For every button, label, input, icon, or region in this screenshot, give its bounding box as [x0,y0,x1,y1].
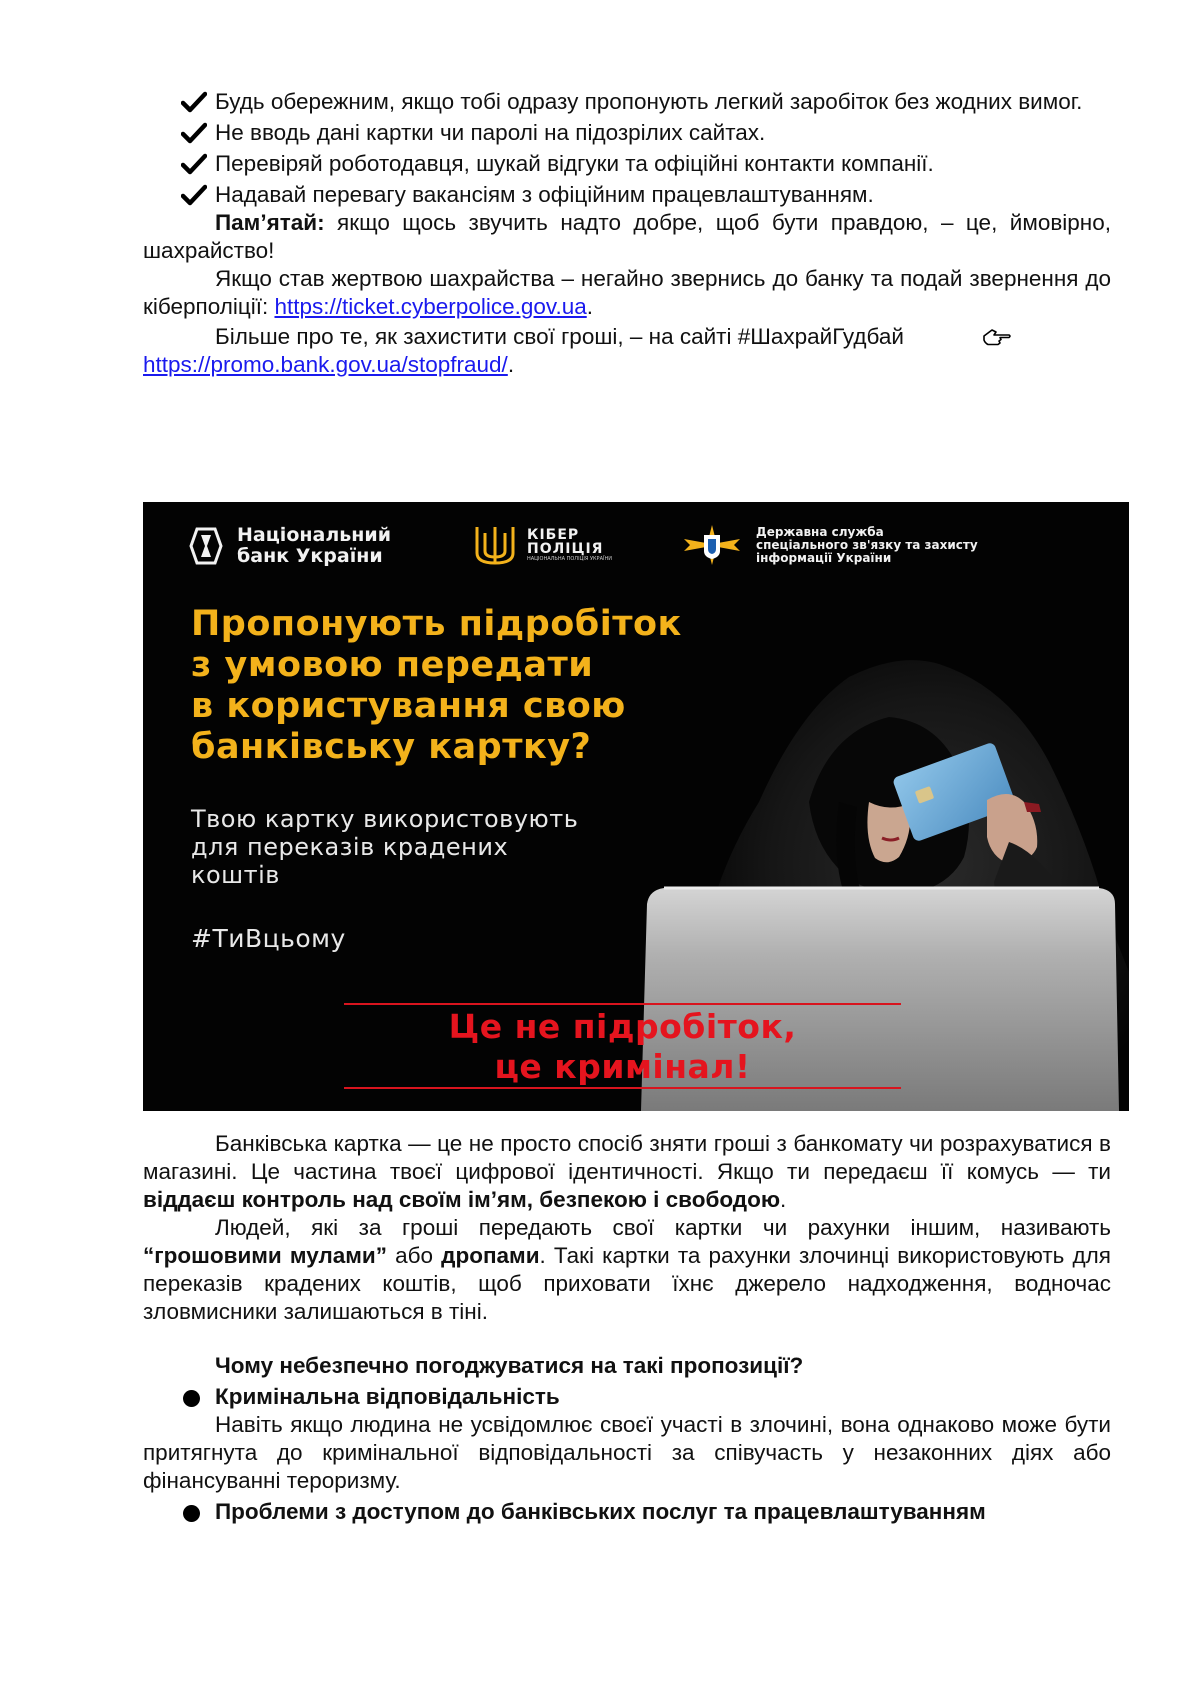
trident-icon [471,523,519,567]
banner-crime-warning: Це не підробіток, це кримінал! [344,1003,901,1089]
banner-subtext: Твою картку використовують для переказів крадених коштів [191,805,579,889]
tip-item: Надавай перевагу вакансіям з офіційним працевлаштуванням. [143,181,1111,209]
nbu-emblem-icon [189,527,223,565]
checkmark-icon [181,181,207,209]
mules-paragraph: Людей, які за гроші передають свої картки чи рахунки іншим, називають “грошовими мулами” або дропами. Такі картки та рахунки злочинці використовують для переказів крадених коштів, щоб приховати їхнє джерело надходження, водночас зловмисники залишаються в тіні. [143,1215,1111,1324]
tips-section [143,88,1111,379]
divider [344,1003,901,1005]
remember-paragraph: Пам’ятай: якщо щось звучить надто добре, щоб бути правдою, – це, ймовірно, шахрайство! [143,210,1111,263]
nbu-logo: Національний банк України [189,525,391,567]
explanation-section [143,1130,1111,1526]
banner-headline: Пропонують підробіток з умовою передати в користування свою банківську картку? [191,604,682,767]
campaign-banner [143,502,1129,1111]
checkmark-icon [181,150,207,178]
checkmark-icon [181,88,207,116]
tip-item: Перевіряй роботодавця, шукай відгуки та офіційні контакти компанії. [143,150,1111,178]
partner-logos [143,522,1129,582]
bullet-item: Кримінальна відповідальність [143,1383,1111,1411]
checkmark-icon [181,119,207,147]
dsszzi-emblem-icon [684,525,740,565]
bullet-item: Проблеми з доступом до банківських послуг та працевлаштуванням [143,1498,1111,1526]
divider [344,1087,901,1089]
tip-item: Будь обережним, якщо тобі одразу пропонують легкий заробіток без жодних вимог. [143,88,1111,116]
victim-paragraph: Якщо став жертвою шахрайства – негайно звернись до банку та подай звернення до кіберполіції: https://ticket.cyberpolice.gov.ua. [143,266,1111,319]
bullet-icon [183,1390,200,1407]
bullet-description: Навіть якщо людина не усвідомлює своєї участі в злочині, вона однаково може бути притягнута до кримінальної відповідальності за співучасть у незаконних діях або фінансуванні тероризму. [143,1412,1111,1493]
stopfraud-link[interactable]: https://promo.bank.gov.ua/stopfraud/ [143,352,508,377]
banner-hashtag: #ТиВцьому [191,924,346,953]
dsszzi-logo: Державна служба спеціального зв'язку та захисту інформації України [684,525,978,565]
cyberpolice-link[interactable]: https://ticket.cyberpolice.gov.ua [274,294,587,319]
card-paragraph: Банківська картка — це не просто спосіб зняти гроші з банкомату чи розрахуватися в магазині. Це частина твоєї цифрової ідентичності. Якщо ти передаєш її комусь — ти віддаєш контроль над своїм ім’ям, безпекою і свободою. [143,1131,1111,1212]
section-question: Чому небезпечно погоджуватися на такі пропозиції? [215,1353,804,1378]
cyberpolice-logo: КІБЕР ПОЛІЦІЯ НАЦІОНАЛЬНА ПОЛІЦІЯ УКРАЇНИ [471,523,612,567]
bullet-icon [183,1505,200,1522]
tip-item: Не вводь дані картки чи паролі на підозрілих сайтах. [143,119,1111,147]
pointing-hand-icon [910,326,940,346]
more-paragraph: Більше про те, як захистити свої гроші, – на сайті #ШахрайГудбай https://promo.bank.gov.ua/stopfraud/. [143,323,1111,379]
